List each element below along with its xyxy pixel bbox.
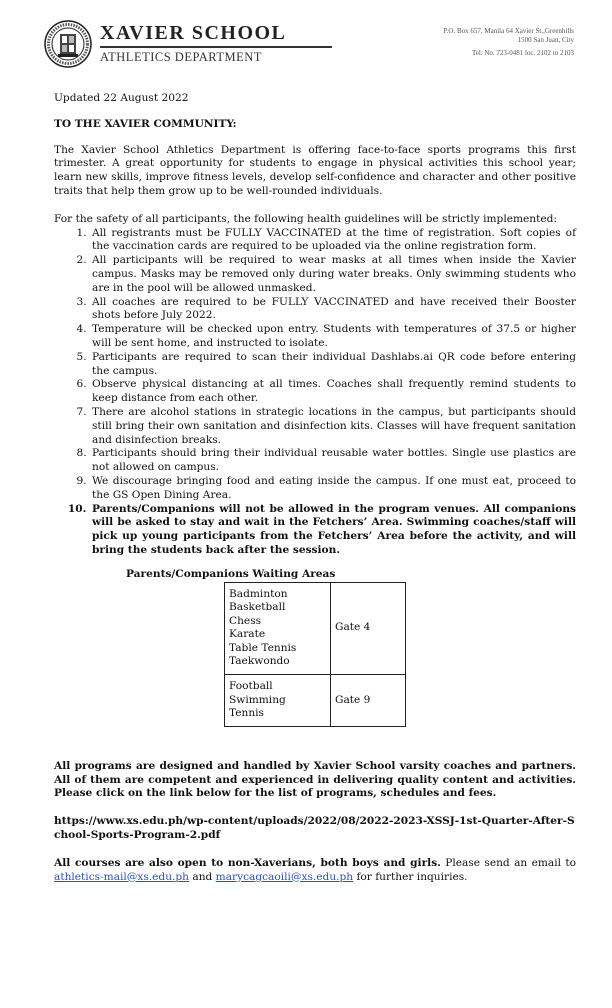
table-row [225,675,406,727]
salutation: TO THE XAVIER COMMUNITY: [54,117,237,130]
guideline-item: 4. Temperature will be checked upon entry. Students with temperatures of 37.5 or higher will be sent home, and instructed to isolate. [90,323,576,351]
athletics-email-link[interactable]: athletics-mail@xs.edu.ph [54,870,190,883]
gate-cell: Gate 9 [331,675,406,727]
table-row [225,582,406,675]
guideline-item: 5. Participants are required to scan their individual Dashlabs.ai QR code before entering the campus. [90,351,576,379]
guideline-item: 8. Participants should bring their individual reusable water bottles. Single use plastics are not allowed on campus. [90,447,576,475]
sport-name: Taekwondo [229,655,290,668]
address-line-2: 1500 San Juan, City [517,36,574,44]
waiting-areas-title: Parents/Companions Waiting Areas [126,567,336,580]
guideline-item: 9. We discourage bringing food and eating inside the campus. If one must eat, proceed to the GS Open Dining Area. [90,475,576,503]
sport-name: Chess [229,614,262,627]
waiting-areas-table [224,582,406,727]
open-courses-note: All courses are also open to non-Xaverians, both boys and girls. [54,856,441,869]
contact-text: and [189,870,216,883]
sport-name: Football [229,680,273,693]
contact-text: Please send an email to [440,856,576,869]
guidelines-intro: For the safety of all participants, the following health guidelines will be strictly implemented: [54,212,557,225]
letter-body [54,92,576,884]
guideline-item: 7. There are alcohol stations in strategic locations in the campus, but participants should still bring their own sanitation and disinfection kits. Classes will have frequent sanitation and disinfection breaks. [90,406,576,447]
sports-cell [225,582,331,675]
sports-cell [225,675,331,727]
telephone: Tel. No. 723-0481 loc. 2102 to 2103 [472,49,574,57]
contact-text: for further inquiries. [353,870,468,883]
school-seal-icon [44,20,92,68]
intro-paragraph: The Xavier School Athletics Department is offering face-to-face sports programs this first trimester. A great opportunity for students to engage in physical activities this school year; learn new skills, improve fitness levels, develop self-confidence and character and other positive traits that help them grow up to be well-rounded individuals. [54,143,576,197]
guideline-item: 6. Observe physical distancing at all times. Coaches shall frequently remind students to keep distance from each other. [90,378,576,406]
updated-date: Updated 22 August 2022 [54,92,189,104]
guideline-item: 10. Parents/Companions will not be allowed in the program venues. All companions will be asked to stay and wait in the Fetchers’ Area. Swimming coaches/staff will pick up young participants from the Fetchers’ Area before the activity, and will bring the students back after the session. [90,503,576,558]
header-divider [100,46,332,48]
school-name: XAVIER SCHOOL [100,22,287,44]
department-name: ATHLETICS DEPARTMENT [100,50,262,64]
address-line-1: P.O. Box 657, Manila 64 Xavier St.,Greenhills [443,27,574,35]
gate-cell: Gate 4 [331,582,406,675]
sport-name: Table Tennis [229,641,297,654]
contact-note [54,857,576,885]
guidelines-list [54,227,576,558]
guideline-item: 1. All registrants must be FULLY VACCINATED at the time of registration. Soft copies of the vaccination cards are required to be uploaded via the online registration form. [90,227,576,255]
guideline-item: 3. All coaches are required to be FULLY VACCINATED and have received their Booster shots before July 2022. [90,296,576,324]
program-link[interactable]: https://www.xs.edu.ph/wp-content/uploads/2022/08/2022-2023-XSSJ-1st-Quarter-After-School-Sports-Program-2.pdf [54,815,575,842]
sport-name: Karate [229,628,266,641]
guideline-item: 2. All participants will be required to wear masks at all times when inside the Xavier campus. Masks may be removed only during water breaks. Only swimming students who are in the pool will be allowed unmasked. [90,254,576,295]
sport-name: Basketball [229,601,286,614]
sport-name: Swimming [229,693,286,706]
sport-name: Tennis [229,707,264,720]
mary-email-link[interactable]: marycagcaoili@xs.edu.ph [215,870,354,883]
address [444,27,574,45]
letterhead [44,18,574,70]
sport-name: Badminton [229,587,288,600]
programs-note: All programs are designed and handled by Xavier School varsity coaches and partners. All of them are competent and experienced in delivering quality content and activities. Please click on the link below for the list of programs, schedules and fees. [54,759,576,800]
